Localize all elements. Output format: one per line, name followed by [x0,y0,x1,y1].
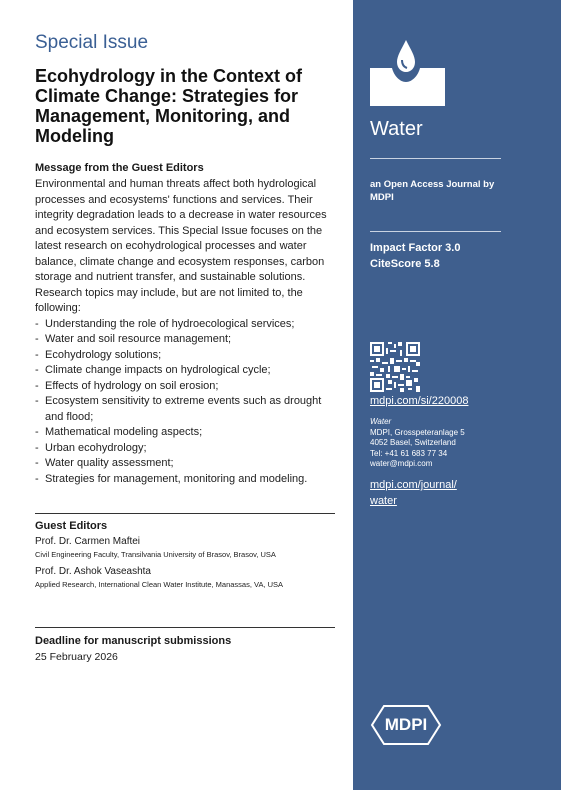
journal-sidebar [353,0,561,790]
guest-editors-section [35,520,335,596]
journal-name: Water [370,118,423,140]
topic-item: - Strategies for management, monitoring and modeling. [35,472,335,488]
topic-item: - Mathematical modeling aspects; [35,425,335,441]
deadline-section [35,635,335,663]
editor-affiliation: Applied Research, International Clean Water Institute, Manassas, VA, USA [35,580,284,589]
topic-item: - Water and soil resource management; [35,332,335,348]
topic-item: - Climate change impacts on hydrological cycle; [35,363,335,379]
open-access-note: an Open Access Journal by MDPI [370,179,495,203]
topic-item: - Ecosystem sensitivity to extreme events such as drought and flood; [35,394,335,425]
editor-affiliation: Civil Engineering Faculty, Transilvania University of Brasov, Brasov, USA [35,550,276,559]
guest-editors-heading: Guest Editors [35,520,108,532]
mdpi-logo-text: MDPI [384,715,428,734]
deadline-date: 25 February 2026 [35,651,118,663]
citescore: CiteScore 5.8 [370,258,440,270]
topic-item: - Water quality assessment; [35,456,335,472]
special-issue-link[interactable]: mdpi.com/si/220008 [370,395,469,407]
special-issue-label: Special Issue [35,32,149,53]
publisher-address [370,417,465,470]
address-line: MDPI, Grosspeteranlage 5 [370,427,465,437]
journal-link[interactable] [370,479,457,507]
divider [35,513,335,514]
topic-item: - Urban ecohydrology; [35,441,335,457]
divider [370,158,501,159]
topic-list [35,317,335,488]
issue-title: Ecohydrology in the Context of Climate Change: Strategies for Management, Monitoring, and Modeling [35,66,303,146]
impact-factor: Impact Factor 3.0 [370,242,461,254]
editor-name: Prof. Dr. Carmen Maftei [35,536,141,547]
mdpi-logo [370,704,442,746]
topic-item: - Effects of hydrology on soil erosion; [35,379,335,395]
editor-name: Prof. Dr. Ashok Vaseashta [35,566,151,577]
qr-code[interactable] [370,342,420,392]
address-journal: Water [370,417,392,426]
journal-link-line[interactable]: mdpi.com/journal/ [370,479,457,491]
address-line: 4052 Basel, Switzerland [370,438,456,447]
message-heading: Message from the Guest Editors [35,162,204,174]
topic-item: - Understanding the role of hydroecological services; [35,317,335,333]
journal-link-line[interactable]: water [370,495,397,507]
message-body: Environmental and human threats affect both hydrological processes and ecosystems' functions and services. Their integrity degradation leads to a decrease in water resources and ecosystem services. This Special Issue focuses on the latest research on ecohydrological processes and water balance, climate change and ecosystem responses, carbon storage and nutrient transfer, and sustainable solutions. Research topics may include, but are not limited to, the following: [35,178,327,314]
divider [370,231,501,232]
main-content [35,32,335,487]
topic-item: - Ecohydrology solutions; [35,348,335,364]
journal-metrics [370,240,460,272]
divider [35,627,335,628]
address-email[interactable]: water@mdpi.com [370,459,433,468]
deadline-heading: Deadline for manuscript submissions [35,635,232,647]
address-line: Tel: +41 61 683 77 34 [370,448,448,458]
water-drop-logo-icon [370,38,462,106]
